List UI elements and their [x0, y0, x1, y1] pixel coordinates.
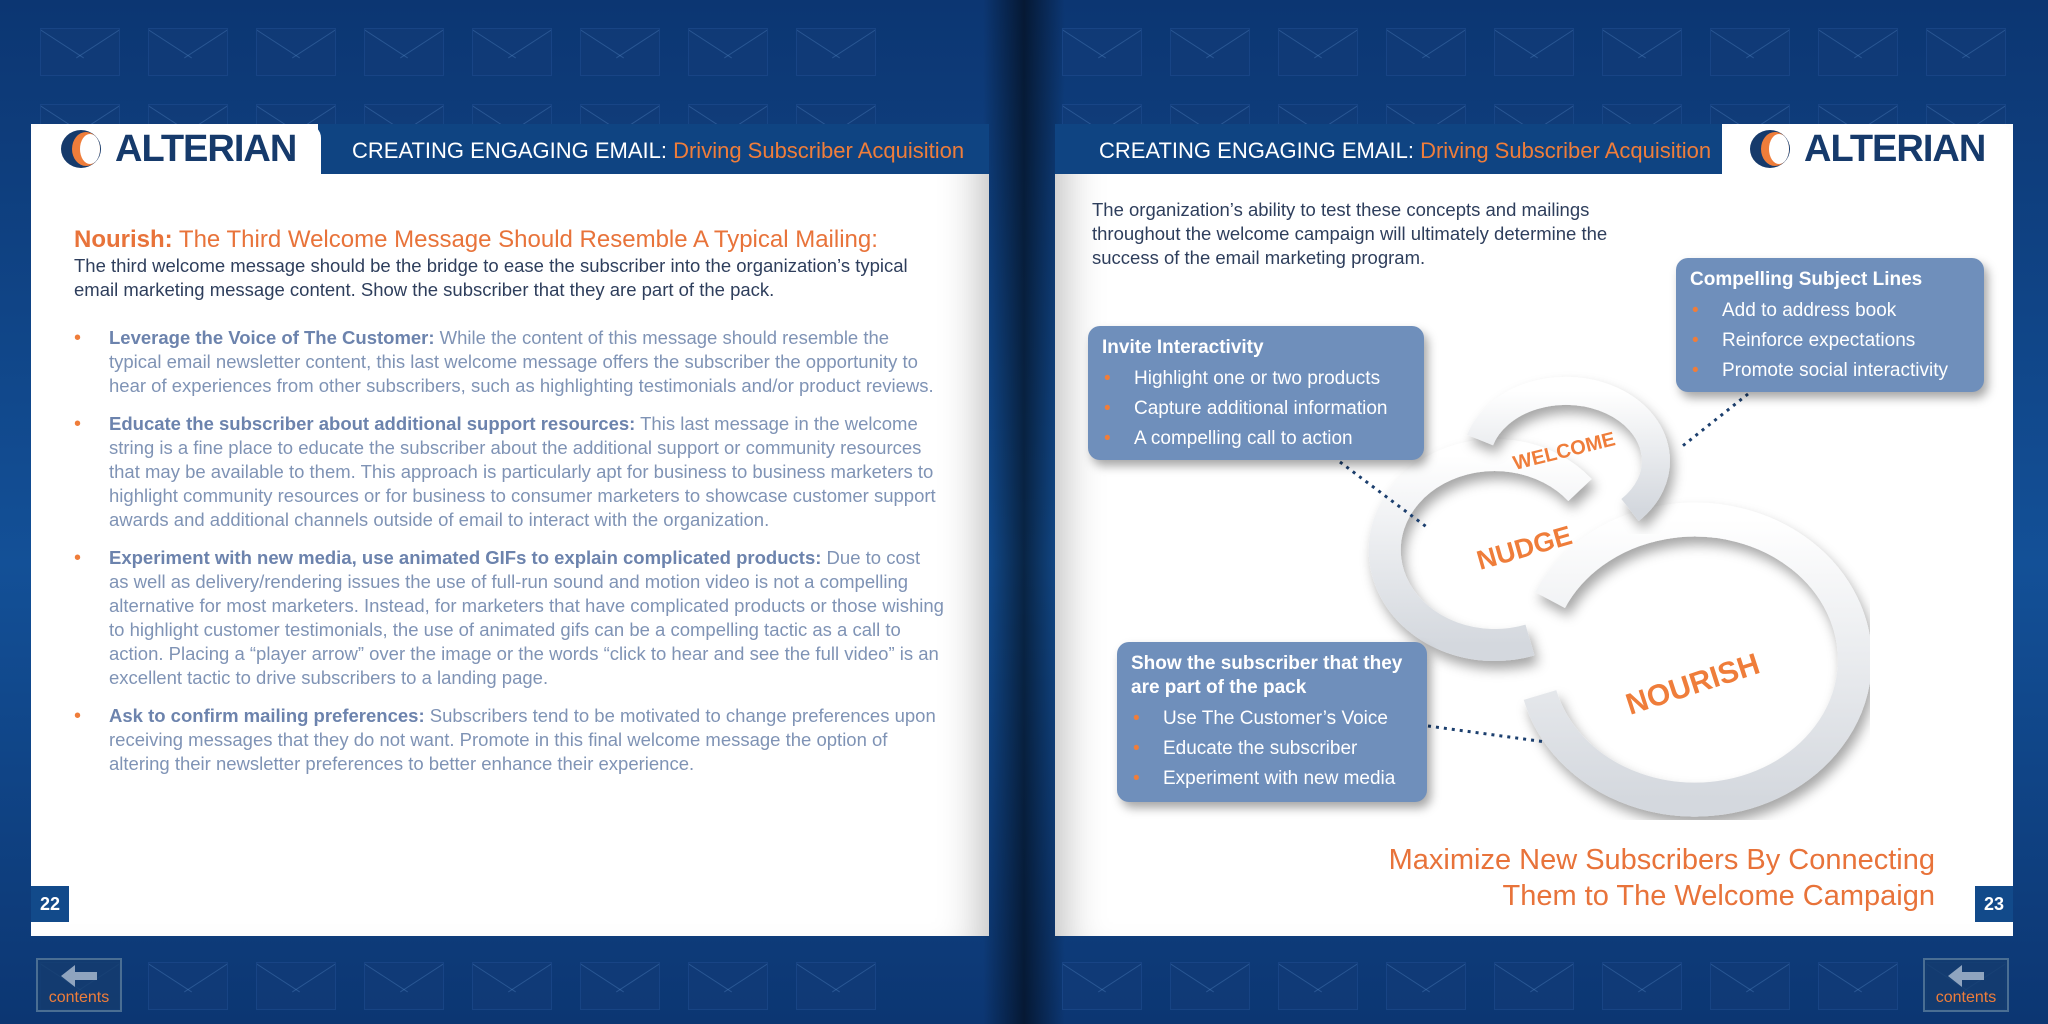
tagline-line1: Maximize New Subscribers By Connecting: [1388, 844, 1935, 876]
header-title-main: CREATING ENGAGING EMAIL:: [352, 138, 674, 163]
list-item: [1102, 394, 1410, 424]
contents-button[interactable]: [1923, 958, 2009, 1012]
section-title-rest: The Third Welcome Message Should Resemble A Typical Mailing:: [172, 226, 878, 253]
brand-name: ALTERIAN: [1804, 127, 1986, 170]
callout-item: Promote social interactivity: [1722, 360, 1948, 381]
bullet-icon: •: [1104, 428, 1111, 449]
header-title-main: CREATING ENGAGING EMAIL:: [1099, 138, 1421, 163]
callout-title: Invite Interactivity: [1102, 337, 1264, 358]
left-arrow-icon: [61, 965, 97, 987]
bullet-icon: •: [74, 327, 82, 349]
callout-item: Experiment with new media: [1163, 768, 1396, 789]
left-arrow-icon: [1948, 965, 1984, 987]
bullet-icon: •: [74, 547, 82, 569]
callout-item: Reinforce expectations: [1722, 330, 1916, 351]
nudge-label: NUDGE: [1473, 520, 1576, 576]
section-intro: The third welcome message should be the bridge to ease the subscriber into the organization’s typical email marketing message content. Show the subscriber that they are part of the pack.: [74, 255, 908, 300]
callout-title: Compelling Subject Lines: [1690, 269, 1923, 290]
callout-list: [1690, 296, 1970, 386]
section-title-bold: Nourish:: [74, 226, 173, 253]
bullet-icon: •: [74, 413, 82, 435]
callout-item: Add to address book: [1722, 300, 1897, 321]
contents-label: contents: [48, 989, 110, 1006]
header-title-accent: Driving Subscriber Acquisition: [673, 138, 965, 163]
page-number: 22: [31, 886, 69, 922]
list-item: [1690, 296, 1970, 326]
callout-title: Show the subscriber that they are part of the pack: [1131, 653, 1403, 698]
bullet-lead: Leverage the Voice of The Customer:: [109, 327, 435, 348]
tagline-line2: Them to The Welcome Campaign: [1502, 880, 1935, 912]
connector-subject: [1680, 394, 1748, 448]
contents-button[interactable]: [36, 958, 122, 1012]
callout-item: Highlight one or two products: [1134, 368, 1381, 389]
bullet-icon: •: [1133, 768, 1140, 789]
tagline: [1260, 842, 1935, 914]
callout-list: [1102, 364, 1410, 454]
bullet-lead: Ask to confirm mailing preferences:: [109, 705, 425, 726]
bullet-icon: •: [1692, 300, 1699, 321]
bullet-lead: Experiment with new media, use animated GIFs to explain complicated products:: [109, 547, 822, 568]
callout-invite-interactivity: [1088, 326, 1424, 460]
bullet-icon: •: [1104, 368, 1111, 389]
bullet-lead: Educate the subscriber about additional support resources:: [109, 413, 636, 434]
list-item: [1131, 734, 1413, 764]
nourish-label: NOURISH: [1621, 647, 1764, 722]
bullet-icon: •: [1692, 330, 1699, 351]
callout-part-of-pack: [1117, 642, 1427, 802]
callout-item: Use The Customer’s Voice: [1163, 708, 1388, 729]
bullet-text: Due to cost as well as delivery/rendering issues the use of full-run sound and motion video is not a compelling alternative for most marketers. Instead, for marketers that have complicated products or those wishing to highlight customer testimonials, the use of animated gifs can be a compelling tactic as a call to action. Placing a “player arrow” over the image or the words “click to hear and see the full video” is an excellent tactic to drive subscribers to a landing page.: [109, 547, 944, 688]
list-item: [1102, 424, 1410, 454]
callout-item: Capture additional information: [1134, 398, 1388, 419]
connector-pack: [1428, 726, 1546, 742]
brand-name: ALTERIAN: [115, 127, 297, 170]
bullet-icon: •: [1133, 738, 1140, 759]
callout-list: [1131, 704, 1413, 794]
right-intro: The organization’s ability to test these concepts and mailings throughout the welcome campaign will ultimately determine the success of the email marketing program.: [1092, 199, 1608, 268]
bullet-text: While the content of this message should resemble the typical email newsletter content, this last welcome message offers the subscriber the opportunity to hear of experiences from other subscribers, such as highlighting testimonials and/or product reviews.: [109, 327, 934, 396]
callout-item: A compelling call to action: [1134, 428, 1353, 449]
page-number: 23: [1975, 886, 2013, 922]
bullet-icon: •: [1692, 360, 1699, 381]
callout-subject-lines: [1676, 258, 1984, 392]
list-item: [1131, 764, 1413, 794]
bullet-text: This last message in the welcome string is a fine place to educate the subscriber about the additional support or community resources that may be available to them. This approach is particularly apt for business to business marketers to highlight community resources or for business to consumer marketers to showcase customer support awards and additional channels outside of email to interact with the organization.: [109, 413, 936, 530]
list-item: [1690, 356, 1970, 386]
list-item: [1102, 364, 1410, 394]
welcome-label: WELCOME: [1510, 428, 1618, 475]
bullet-icon: •: [1133, 708, 1140, 729]
list-item: [1690, 326, 1970, 356]
callout-item: Educate the subscriber: [1163, 738, 1358, 759]
bullet-text: Subscribers tend to be motivated to change preferences upon receiving messages that they do not want. Promote in this final welcome message the option of altering their newsletter preferences to better enhance their experience.: [109, 705, 936, 774]
header-title-accent: Driving Subscriber Acquisition: [1420, 138, 1712, 163]
bullet-icon: •: [1104, 398, 1111, 419]
bullet-icon: •: [74, 705, 82, 727]
contents-label: contents: [1935, 989, 1997, 1006]
connector-interact: [1340, 462, 1428, 528]
list-item: [1131, 704, 1413, 734]
